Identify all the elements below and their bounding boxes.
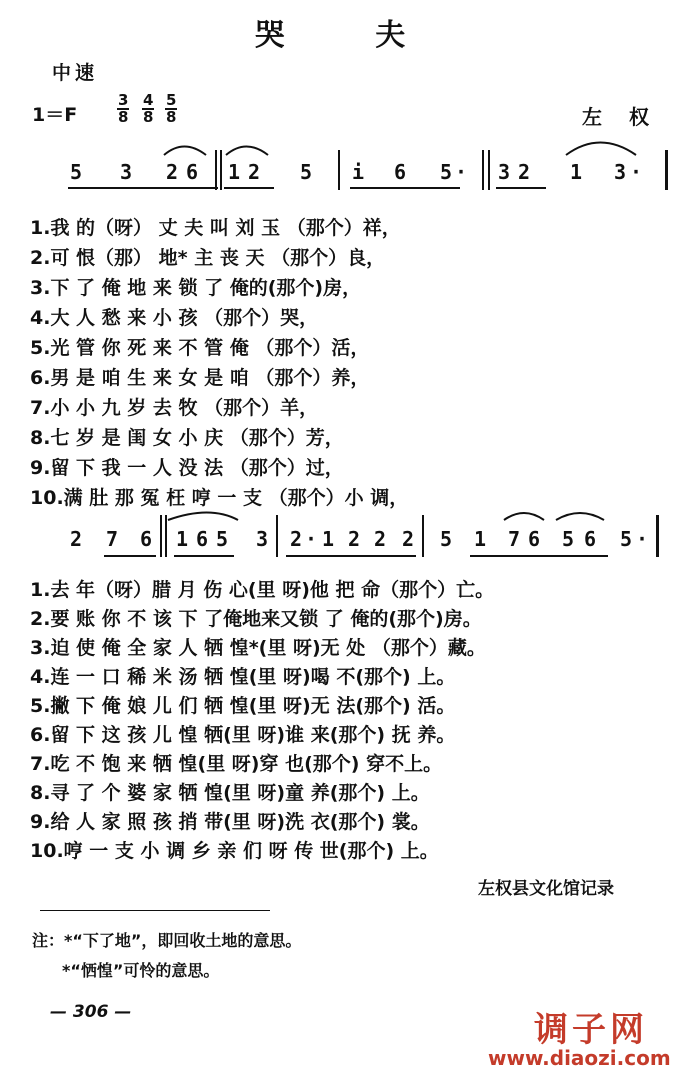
note: 2 (374, 527, 387, 551)
verse-line: 7.吃 不 饱 来 牺 惶(里 呀)穿 也(那个) 穿不上。 (30, 753, 443, 775)
note: 1 (322, 527, 335, 551)
time-signature-4-8: 4 8 (143, 91, 154, 126)
barline (165, 515, 167, 557)
note: 2 (402, 527, 415, 551)
note: 3 (498, 160, 511, 184)
note: 2 (70, 527, 83, 551)
note: 5 (300, 160, 313, 184)
note: 2 (348, 527, 361, 551)
verse-line: 8.寻 了 个 婆 家 牺 惶(里 呀)童 养(那个) 上。 (30, 782, 430, 804)
note: 2 (518, 160, 531, 184)
watermark-url: www.diaozi.com (488, 1046, 671, 1070)
score-system-2 (0, 515, 700, 565)
beam-line (470, 555, 608, 557)
note: 5 (216, 527, 229, 551)
note: 5 (620, 527, 633, 551)
note: 6 (394, 160, 407, 184)
page-number: — 306 — (50, 1002, 132, 1022)
verse-line: 9.给 人 家 照 孩 捎 带(里 呀)洗 衣(那个) 裳。 (30, 811, 430, 833)
note: 1 (474, 527, 487, 551)
note: 2 (248, 160, 261, 184)
note: 6 (196, 527, 209, 551)
note: 5 (562, 527, 575, 551)
note: 6 (140, 527, 153, 551)
dot: · (636, 527, 649, 551)
verse-line: 10.哼 一 支 小 调 乡 亲 们 呀 传 世(那个) 上。 (30, 840, 439, 862)
dot: · (630, 160, 643, 184)
dot: · (455, 160, 468, 184)
verse-line: 6.男 是 咱 生 来 女 是 咱 （那个）养， (30, 367, 370, 389)
note: 5 (440, 160, 453, 184)
note: 1 (176, 527, 189, 551)
footnote-2: *“恓惶”可怜的意思。 (62, 961, 220, 980)
time-signature-3-8: 3 8 (118, 91, 129, 126)
verse-line: 6.留 下 这 孩 儿 惶 牺(里 呀)谁 来(那个) 抚 养。 (30, 724, 456, 746)
note: 1 (570, 160, 583, 184)
verse-line: 5.撇 下 俺 娘 儿 们 牺 惶(里 呀)无 法(那个) 活。 (30, 695, 456, 717)
note: 6 (186, 160, 199, 184)
footnote-1 (32, 928, 301, 951)
footnote-text: *“下了地”，即回收土地的意思。 (64, 931, 302, 950)
beam-line (286, 555, 416, 557)
verse-line: 2.要 账 你 不 该 下 了俺地来又锁 了 俺的(那个)房。 (30, 608, 482, 630)
verse-line: 3.迫 使 俺 全 家 人 牺 惶*(里 呀)无 处 （那个）藏。 (30, 637, 486, 659)
verse-line: 2.可 恨（那） 地* 主 丧 天 （那个）良， (30, 247, 386, 269)
tempo-marking: 中速 (52, 62, 99, 84)
note: i (352, 160, 365, 184)
note: 5 (440, 527, 453, 551)
verse-line: 4.大 人 愁 来 小 孩 （那个）哭， (30, 307, 319, 329)
time-signature-5-8: 5 8 (166, 91, 177, 126)
note: 7 (508, 527, 521, 551)
verse-line: 10.满 肚 那 冤 枉 哼 一 支 （那个）小 调， (30, 487, 409, 509)
verse-line: 1.去 年（呀）腊 月 伤 心(里 呀)他 把 命（那个）亡。 (30, 579, 495, 601)
footnote-divider (40, 910, 270, 911)
note: 5 (70, 160, 83, 184)
final-barline (656, 515, 659, 557)
note: 3 (120, 160, 133, 184)
note: 1 (228, 160, 241, 184)
verse-line: 5.光 管 你 死 来 不 管 俺 （那个）活， (30, 337, 370, 359)
verse-line: 8.七 岁 是 闺 女 小 庆 （那个）芳， (30, 427, 344, 449)
beam-line (174, 555, 234, 557)
source-credit: 左权县文化馆记录 (478, 879, 614, 899)
footnote-label: 注： (32, 931, 65, 950)
note: 6 (528, 527, 541, 551)
note: 7 (106, 527, 119, 551)
verse-line: 7.小 小 九 岁 去 牧 （那个）羊， (30, 397, 319, 419)
barline (276, 515, 278, 557)
note: 2 (290, 527, 303, 551)
verse-line: 3.下 了 俺 地 来 锁 了 俺的(那个)房， (30, 277, 362, 299)
barline (422, 515, 424, 557)
watermark-logo: 调子网 (534, 1010, 648, 1050)
barline (160, 515, 162, 557)
note: 3 (614, 160, 627, 184)
verse-line: 9.留 下 我 一 人 没 法 （那个）过， (30, 457, 344, 479)
beam-line (104, 555, 156, 557)
key-signature: 1＝F (32, 104, 78, 126)
note: 3 (256, 527, 269, 551)
dot: · (305, 527, 318, 551)
note: 2 (166, 160, 179, 184)
region-attribution: 左 权 (582, 105, 659, 129)
verse-line: 1.我 的（呀） 丈 夫 叫 刘 玉 （那个）祥， (30, 217, 401, 239)
song-title: 哭 夫 (254, 18, 446, 53)
note: 6 (584, 527, 597, 551)
verse-line: 4.连 一 口 稀 米 汤 牺 惶(里 呀)喝 不(那个) 上。 (30, 666, 456, 688)
